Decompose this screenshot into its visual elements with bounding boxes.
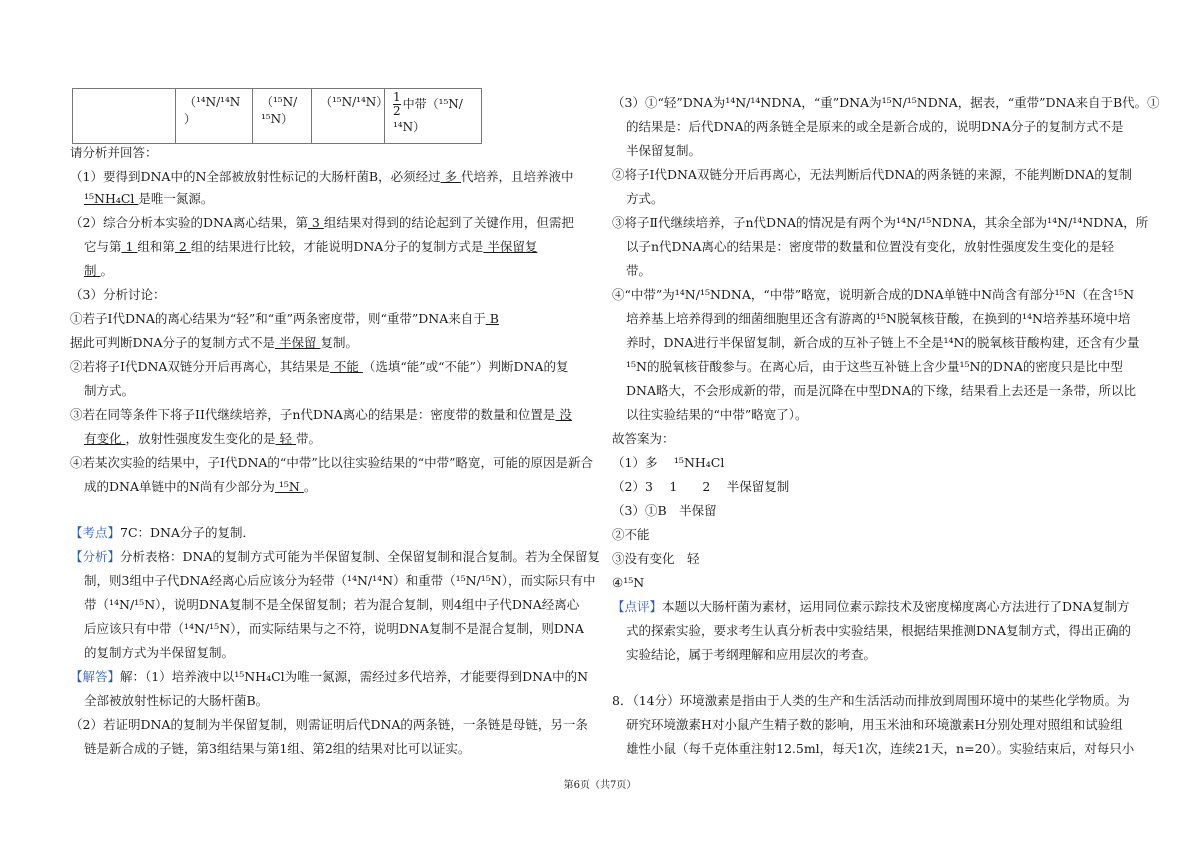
question-3-4-line-2: 成的DNA单链中的N尚有少部分为 ¹⁵N 。 (84, 479, 317, 494)
table-cell-light: （¹⁴N/¹⁴N ） (176, 89, 253, 144)
intro-text: 请分析并回答： (70, 145, 158, 160)
answer-blank: B (485, 311, 499, 326)
question-1-line-2: ¹⁵NH₄Cl 是唯一氮源。 (84, 191, 214, 206)
answer-blank: 制 (84, 263, 101, 278)
question-3-heading: （3）分析讨论： (70, 287, 166, 302)
answer-line-2: （2）3 1 2 半保留复制 (612, 479, 790, 494)
answer-blank: 轻 (275, 431, 296, 446)
answer-title: 故答案为： (612, 431, 675, 446)
answer-blank: ¹⁵NH₄Cl (84, 191, 139, 206)
comment-line-3: 实验结论，属于考纲理解和应用层次的考查。 (626, 647, 877, 662)
explain-line-3: 半保留复制。 (626, 143, 702, 158)
answer-line-5: ③没有变化 轻 (612, 551, 700, 566)
analysis-line-5: 的复制方式为半保留复制。 (84, 645, 235, 660)
question-8-line-2: 研究环境激素H对小鼠产生精子数的影响，用玉米油和环境激素H分别处理对照组和试验组 (626, 717, 1123, 732)
table-cell-empty (73, 89, 176, 144)
solution-tag: 【解答】 (70, 669, 121, 684)
page-footer: 第6页（共7页） (563, 780, 637, 791)
explain-line-6: ③将子Ⅱ代继续培养，子n代DNA的情况是有两个为¹⁴N/¹⁵NDNA，其余全部为¹⁴N/¹⁴NDNA，所 (612, 215, 1149, 230)
kaodian-tag: 【考点】 (70, 525, 121, 540)
answer-line-3: （3）①B 半保留 (612, 503, 717, 518)
answer-line-4: ②不能 (612, 527, 650, 542)
analysis-line-4: 后应该只有中带（¹⁴N/¹⁵N），而实际结果与之不符，说明DNA复制不是混合复制，则DNA (84, 621, 584, 636)
answer-blank: 没 (555, 407, 572, 422)
question-8-line-3: 雄性小鼠（每千克体重注射12.5ml，每天1次，连续21天，n=20）。实验结束后，对每只小 (626, 741, 1135, 756)
answer-blank: 1 (121, 239, 138, 254)
question-1-line-1: （1）要得到DNA中的N全部被放射性标记的大肠杆菌B，必须经过 多 代培养，且培养液中 (70, 169, 574, 184)
analysis-line-3: 带（¹⁴N/¹⁵N），说明DNA复制不是全保留复制；若为混合复制，则4组中子代DNA经离心 (84, 597, 580, 612)
explain-line-8: 带。 (626, 263, 652, 278)
answer-blank: ¹⁵N (274, 479, 304, 494)
question-2-line-1: （2）综合分析本实验的DNA离心结果，第 3 组结果对得到的结论起到了关键作用，但需把 (70, 215, 574, 230)
solution-line-4: 链是新合成的子链，第3组结果与第1组、第2组的结果对比可以证实。 (84, 741, 471, 756)
explain-line-10: 培养基上培养得到的细菌细胞里还含有游离的¹⁵N脱氧核苷酸，在换到的¹⁴N培养基环境中培 (626, 311, 1131, 326)
analysis-line-1: 【分析】分析表格：DNA的复制方式可能为半保留复制、全保留复制和混合复制。若为全保留复 (70, 549, 601, 564)
question-3-2-line-1: ②若将子I代DNA双链分开后再离心，其结果是 不能 （选填“能”或“不能”）判断DNA的复 (70, 359, 569, 374)
table-cell-heavy: （¹⁵N/¹⁵N） (253, 89, 312, 144)
answer-blank: 多 (440, 169, 462, 184)
answer-blank: 有变化 (84, 431, 126, 446)
analysis-tag: 【分析】 (70, 549, 121, 564)
solution-line-1: 【解答】解：（1）培养液中以¹⁵NH₄Cl为唯一氮源，需经过多代培养，才能要得到DNA中的N (70, 669, 589, 684)
answer-blank: 半保留复 (483, 239, 538, 254)
question-3-1-line-1: ①若子I代DNA的离心结果为“轻”和“重”两条密度带，则“重带”DNA来自于 B (70, 311, 499, 326)
explain-line-2: 的结果是：后代DNA的两条链全是原来的或全是新合成的，说明DNA分子的复制方式不是 (626, 119, 1124, 134)
answer-blank: 半保留 (275, 335, 321, 350)
result-table (72, 88, 482, 144)
explain-line-12: ¹⁵N的脱氧核苷酸参与。在离心后，由于这些互补链上含少量¹⁵N的DNA的密度只是比中型 (626, 359, 1123, 374)
answer-line-1: （1）多 ¹⁵NH₄Cl (612, 455, 725, 470)
explain-line-1: （3）①“轻”DNA为¹⁴N/¹⁴NDNA，“重”DNA为¹⁵N/¹⁵NDNA，据表，“重带”DNA来自于B代。① (612, 95, 1160, 110)
question-2-line-3: 制 。 (84, 263, 113, 278)
answer-blank: 2 (174, 239, 191, 254)
analysis-line-2: 制，则3组中子代DNA经离心后应该分为轻带（¹⁴N/¹⁴N）和重带（¹⁵N/¹⁵N），而实际只有中 (84, 573, 596, 588)
question-3-1-line-2: 据此可判断DNA分子的复制方式不是 半保留 复制。 (70, 335, 358, 350)
question-2-line-2: 它与第 1 组和第 2 组的结果进行比较，才能说明DNA分子的复制方式是 半保留复 (84, 239, 538, 254)
answer-blank: 不能 (329, 359, 363, 374)
explain-line-7: 以子n代DNA离心的结果是：密度带的数量和位置没有变化，放射性强度发生变化的是轻 (626, 239, 1115, 254)
solution-line-2: 全部被放射性标记的大肠杆菌B。 (84, 693, 269, 708)
question-8-line-1: 8．（14分）环境激素是指由于人类的生产和生活活动而排放到周围环境中的某些化学物质。为 (612, 693, 1130, 708)
comment-line-2: 式的探索实验，要求考生认真分析表中实验结果，根据结果推测DNA复制方式，得出正确的 (626, 623, 1131, 638)
question-3-2-line-2: 制方式。 (84, 383, 135, 398)
answer-line-6: ④¹⁵N (612, 575, 645, 590)
solution-line-3: （2）若证明DNA的复制为半保留复制，则需证明后代DNA的两条链，一条链是母链，另一条 (70, 717, 588, 732)
question-3-3-line-2: 有变化 ，放射性强度发生变化的是 轻 带。 (84, 431, 321, 446)
table-cell-hybrid: （¹⁵N/¹⁴N） (312, 89, 385, 144)
explain-line-5: 方式。 (626, 191, 664, 206)
question-3-3-line-1: ③若在同等条件下将子II代继续培养，子n代DNA离心的结果是：密度带的数量和位置是 没 (70, 407, 572, 422)
comment-tag: 【点评】 (612, 599, 663, 614)
explain-line-11: 养时，DNA进行半保留复制，新合成的互补子链上不全是¹⁴N的脱氧核苷酸构建，还含有少量 (626, 335, 1140, 350)
explain-line-4: ②将子Ⅰ代DNA双链分开后再离心，无法判断后代DNA的两条链的来源，不能判断DNA的复制 (612, 167, 1132, 182)
comment-line-1: 【点评】本题以大肠杆菌为素材，运用同位素示踪技术及密度梯度离心方法进行了DNA复制方 (612, 599, 1130, 614)
explain-line-13: DNA略大，不会形成新的带，而是沉降在中型DNA的下缘，结果看上去还是一条带，所以比 (626, 383, 1136, 398)
table-cell-half-middle: $\frac{1}{2}$ 中带（¹⁵N/¹⁴N） (385, 89, 482, 144)
kaodian-line: 【考点】7C：DNA分子的复制． (70, 525, 256, 540)
explain-line-9: ④“中带”为¹⁴N/¹⁵NDNA，“中带”略宽，说明新合成的DNA单链中N尚含有部分¹⁵N（在含¹⁵N (612, 287, 1135, 302)
answer-blank: 3 (307, 215, 324, 230)
fraction-half: $\frac{1}{2}$ (393, 90, 401, 118)
explain-line-14: 以往实验结果的“中带”略宽了）。 (626, 407, 808, 422)
question-3-4-line-1: ④若某次实验的结果中，子I代DNA的“中带”比以往实验结果的“中带”略宽，可能的原因是新合 (70, 455, 593, 470)
